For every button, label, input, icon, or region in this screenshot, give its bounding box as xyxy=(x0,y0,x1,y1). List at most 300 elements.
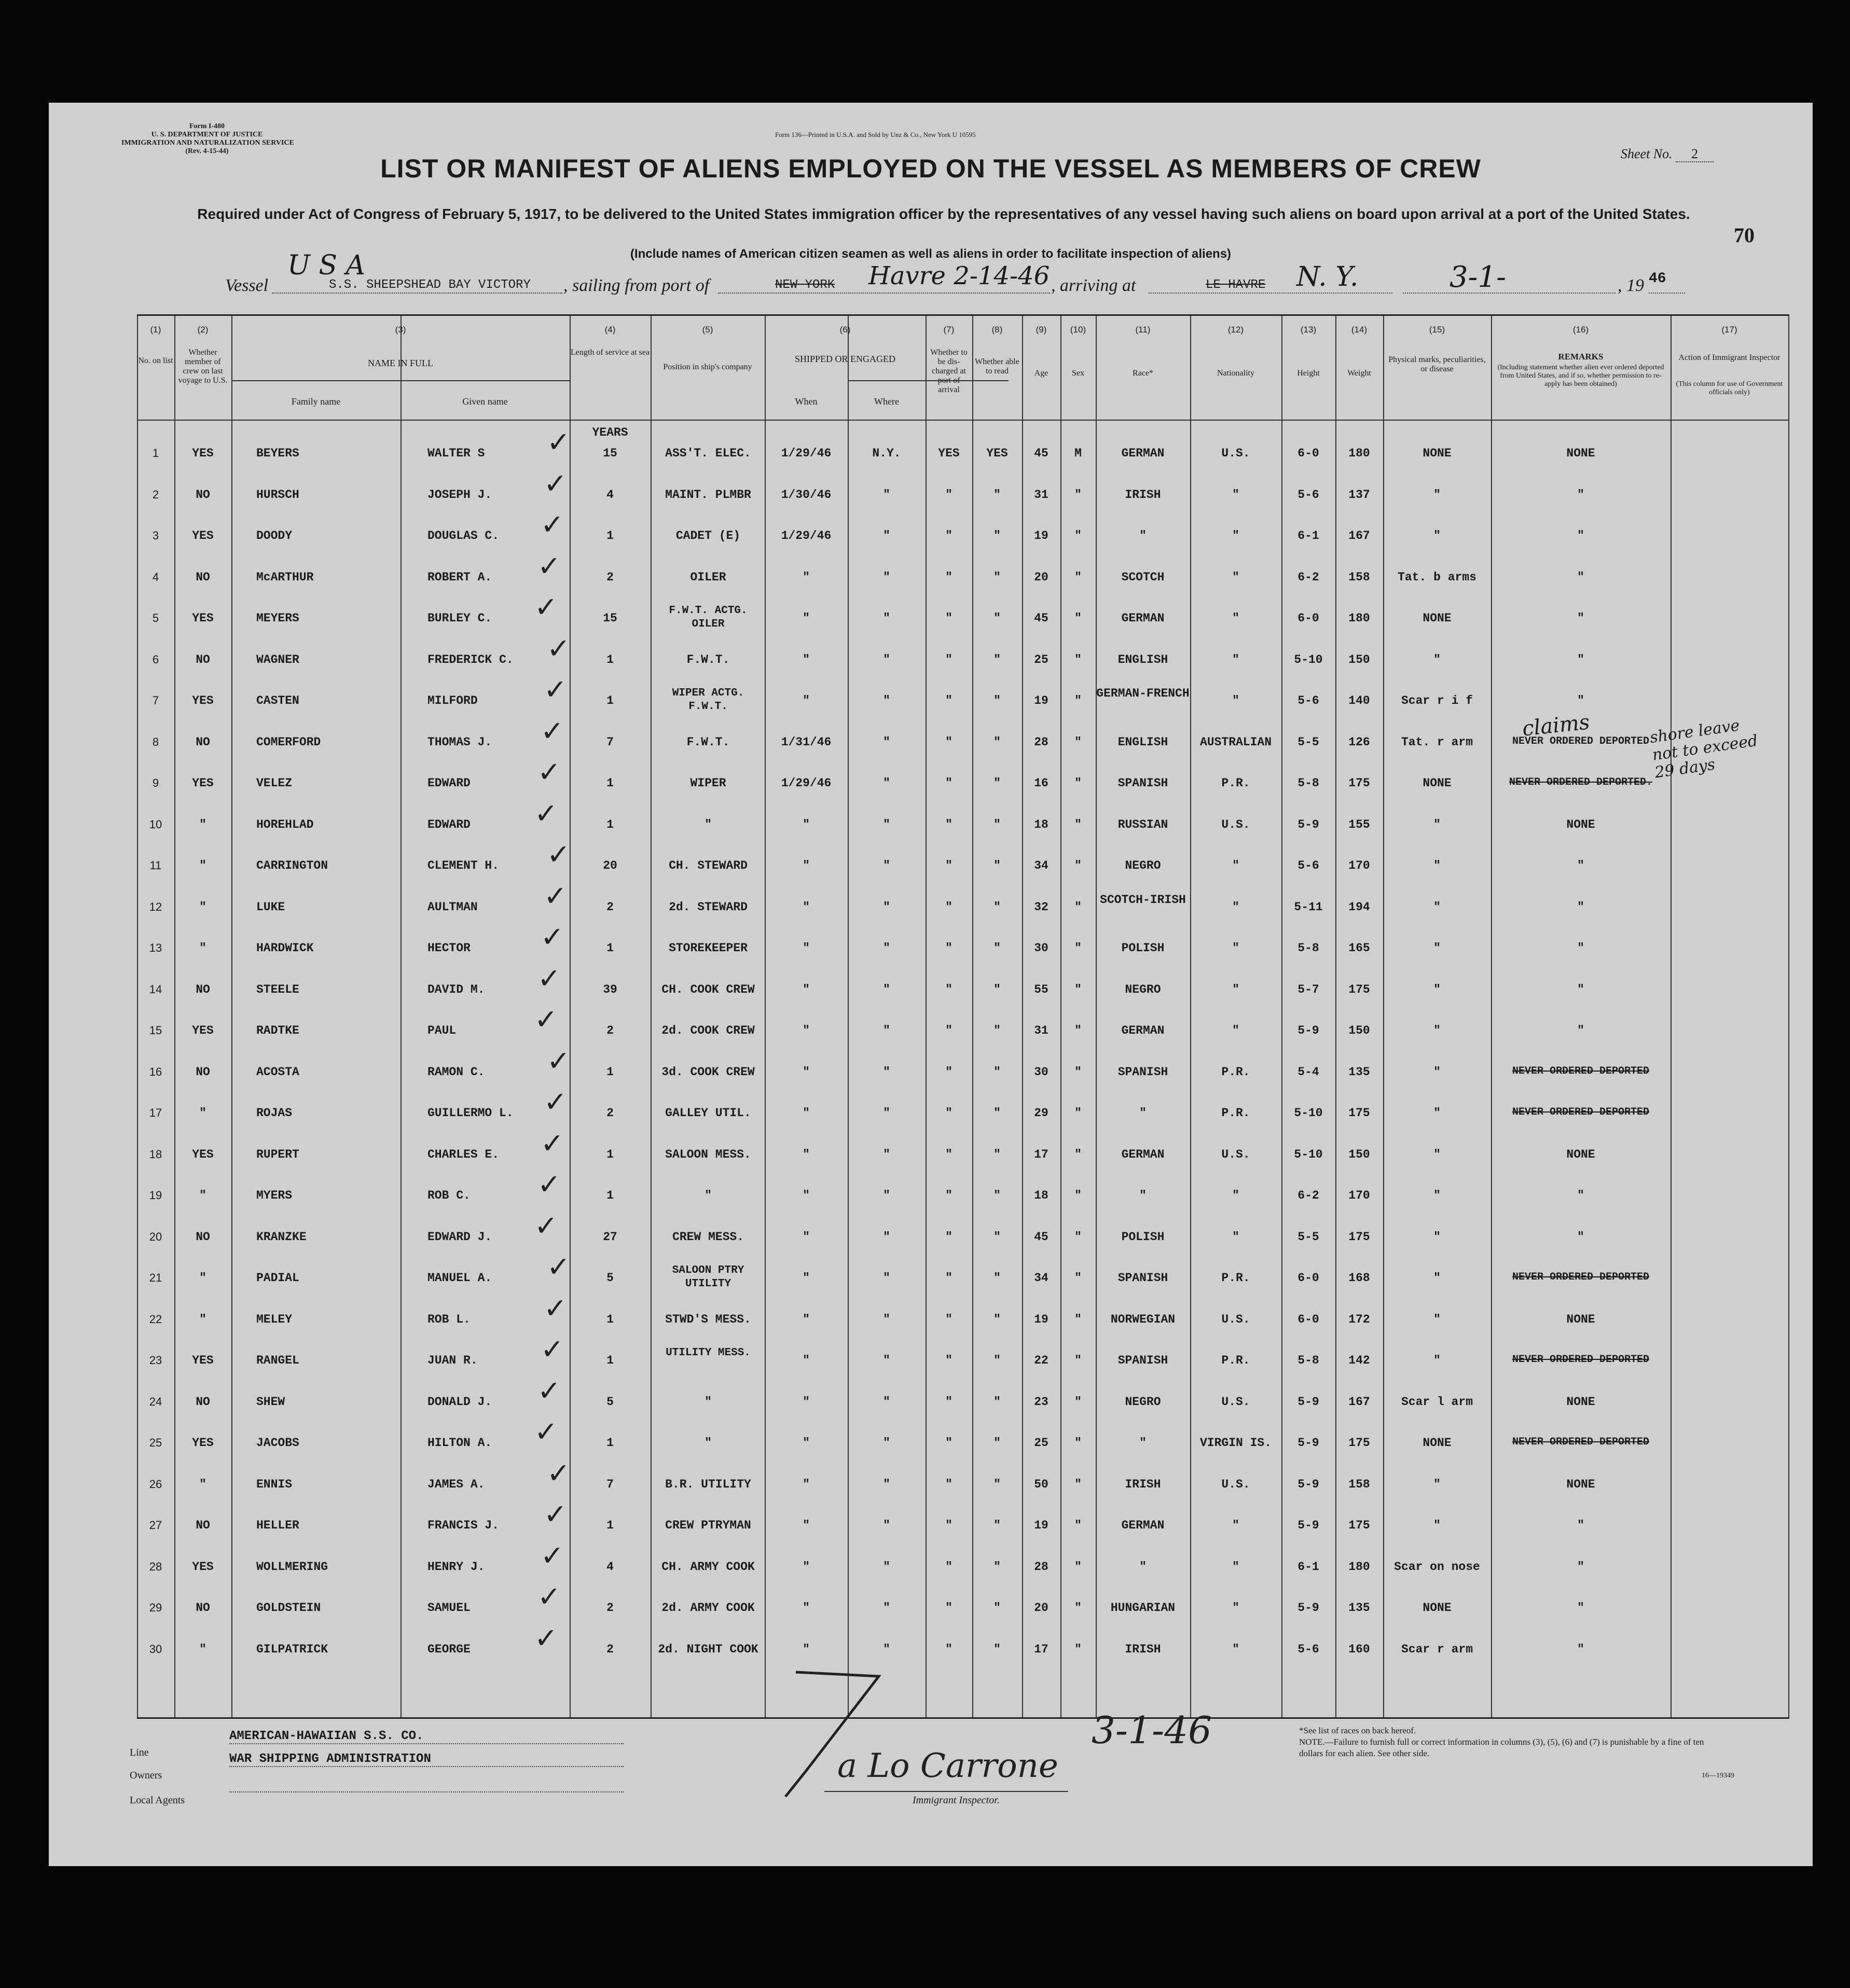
cell-where: " xyxy=(883,1230,890,1244)
cell-family-name: HOREHLAD xyxy=(256,817,314,831)
check-mark-icon: ✓ xyxy=(537,1168,561,1201)
cell-given-name: CLEMENT H. xyxy=(427,859,500,872)
vessel-handwritten: U S A xyxy=(287,250,366,281)
row-number: 21 xyxy=(149,1271,162,1284)
cell-nationality: P.R. xyxy=(1221,1106,1250,1120)
cell-where: " xyxy=(883,1601,890,1615)
cell-remarks: NEVER ORDERED DEPORTED xyxy=(1512,1065,1650,1077)
cell-height: 5-10 xyxy=(1294,1106,1323,1120)
cell-physical-marks: NONE xyxy=(1423,447,1452,460)
cell-nationality: U.S. xyxy=(1221,1147,1250,1161)
cell-position: 2d. COOK CREW xyxy=(661,1024,755,1037)
cell-height: 6-0 xyxy=(1297,1312,1319,1326)
cell-nationality: " xyxy=(1232,1642,1239,1656)
cell-able-to-read: " xyxy=(993,941,1001,955)
cell-weight: 175 xyxy=(1348,1106,1370,1120)
cell-sex: " xyxy=(1074,1271,1082,1285)
cell-position: " xyxy=(705,1436,712,1450)
cell-last-voyage: YES xyxy=(192,1560,214,1574)
races-note: *See list of races on back hereof. xyxy=(1299,1726,1416,1735)
cell-given-name: HENRY J. xyxy=(427,1560,485,1574)
cell-position: CH. STEWARD xyxy=(669,859,748,872)
header-race: Race* xyxy=(1133,369,1153,378)
cell-position: UTILITY MESS. xyxy=(666,1347,751,1359)
cell-able-to-read: " xyxy=(993,1065,1001,1079)
cell-able-to-read: YES xyxy=(986,447,1008,460)
cell-height: 5-9 xyxy=(1297,1601,1319,1615)
cell-given-name: JAMES A. xyxy=(427,1477,485,1491)
cell-given-name: MANUEL A. xyxy=(427,1271,492,1285)
header-given-name: Given name xyxy=(462,396,508,407)
cell-last-voyage: NO xyxy=(196,570,210,584)
page-title: LIST OR MANIFEST OF ALIENS EMPLOYED ON THE VESSEL AS MEMBERS OF CREW xyxy=(380,154,1481,183)
cell-nationality: " xyxy=(1232,652,1239,666)
cell-remarks: " xyxy=(1577,941,1584,955)
cell-height: 6-2 xyxy=(1297,1189,1319,1202)
row-number: 24 xyxy=(149,1395,162,1408)
cell-race: " xyxy=(1139,1189,1147,1202)
cell-family-name: CARRINGTON xyxy=(256,859,328,872)
cell-where: " xyxy=(883,1147,890,1161)
check-mark-icon: ✓ xyxy=(541,508,564,541)
cell-when: " xyxy=(803,1395,810,1409)
cell-position: GALLEY UTIL. xyxy=(665,1106,751,1120)
handwritten-note-claims: claims xyxy=(1521,710,1591,741)
cell-nationality: P.R. xyxy=(1221,1271,1250,1285)
cell-physical-marks: " xyxy=(1433,1147,1441,1161)
cell-age: 28 xyxy=(1034,735,1048,749)
cell-sex: " xyxy=(1074,900,1082,914)
cell-when: " xyxy=(803,570,810,584)
header-when: When xyxy=(795,396,818,407)
agents-value xyxy=(229,1777,624,1792)
cell-when: " xyxy=(803,859,810,872)
cell-sex: " xyxy=(1074,1395,1082,1409)
cell-last-voyage: NO xyxy=(196,1395,210,1409)
header-shipped-engaged: SHIPPED OR ENGAGED xyxy=(794,354,895,364)
cell-years: 1 xyxy=(606,529,614,543)
cell-years: 1 xyxy=(606,1312,614,1326)
cell-race: GERMAN xyxy=(1121,1519,1165,1532)
row-number: 1 xyxy=(152,447,159,460)
cell-when: " xyxy=(803,1024,810,1037)
cell-given-name: MILFORD xyxy=(427,694,478,707)
cell-height: 5-6 xyxy=(1297,488,1319,502)
cell-where: " xyxy=(883,1189,890,1202)
cell-race: IRISH xyxy=(1125,488,1161,502)
cell-family-name: ENNIS xyxy=(256,1477,293,1491)
check-mark-icon: ✓ xyxy=(534,591,558,623)
cell-age: 45 xyxy=(1034,447,1048,460)
check-mark-icon: ✓ xyxy=(537,1374,561,1407)
header-able-to-read: Whether able to read xyxy=(975,357,1019,376)
cell-given-name: GEORGE xyxy=(427,1642,471,1656)
cell-weight: 170 xyxy=(1348,859,1370,872)
cell-where: " xyxy=(883,859,890,872)
cell-where: " xyxy=(883,694,890,707)
cell-physical-marks: " xyxy=(1433,1271,1441,1285)
cell-height: 5-9 xyxy=(1297,1519,1319,1532)
sailing-port-handwritten: Havre 2-14-46 xyxy=(868,261,1050,290)
cell-able-to-read: " xyxy=(993,488,1001,502)
cell-when: 1/31/46 xyxy=(781,735,832,749)
inspector-signature: a Lo Carrone xyxy=(837,1747,1058,1785)
cell-weight: 137 xyxy=(1348,488,1370,502)
cell-able-to-read: " xyxy=(993,611,1001,625)
cell-remarks: " xyxy=(1577,570,1584,584)
cell-physical-marks: " xyxy=(1433,488,1441,502)
cell-given-name: ROBERT A. xyxy=(427,570,492,584)
cell-where: " xyxy=(883,1271,890,1285)
cell-where: " xyxy=(883,529,890,543)
cell-race: SCOTCH-IRISH xyxy=(1100,893,1186,907)
cell-able-to-read: " xyxy=(993,1395,1001,1409)
cell-where: " xyxy=(883,1354,890,1367)
cell-sex: " xyxy=(1074,982,1082,996)
cell-remarks: " xyxy=(1577,1519,1584,1532)
cell-race: GERMAN xyxy=(1121,1024,1165,1037)
cell-family-name: McARTHUR xyxy=(256,570,314,584)
cell-where: " xyxy=(883,900,890,914)
cell-when: 1/29/46 xyxy=(781,529,832,543)
cell-when: " xyxy=(803,1312,810,1326)
cell-years: 7 xyxy=(606,1477,614,1491)
cell-last-voyage: YES xyxy=(192,611,214,625)
cell-physical-marks: " xyxy=(1433,1024,1441,1037)
cell-family-name: ROJAS xyxy=(256,1106,293,1120)
cell-given-name: ROB C. xyxy=(427,1189,471,1202)
stamp-number: 70 xyxy=(1734,224,1755,247)
cell-when: " xyxy=(803,941,810,955)
handwritten-note-shore-leave: shore leave not to exceed 29 days xyxy=(1648,716,1759,782)
cell-when: " xyxy=(803,1271,810,1285)
cell-position: 3d. COOK CREW xyxy=(661,1065,755,1079)
cell-years: 27 xyxy=(603,1230,617,1244)
cell-remarks: " xyxy=(1577,611,1584,625)
owners-label: Owners xyxy=(130,1770,162,1781)
cell-last-voyage: " xyxy=(199,1477,206,1491)
cell-height: 5-10 xyxy=(1294,652,1323,666)
cell-last-voyage: NO xyxy=(196,1230,210,1244)
col-number: (13) xyxy=(1300,325,1317,335)
cell-age: 18 xyxy=(1034,1189,1048,1202)
row-number: 30 xyxy=(149,1642,162,1656)
check-mark-icon: ✓ xyxy=(544,1086,568,1118)
cell-last-voyage: YES xyxy=(192,694,214,707)
cell-race: SPANISH xyxy=(1117,1271,1168,1285)
cell-age: 19 xyxy=(1034,1519,1048,1532)
cell-where: " xyxy=(883,1024,890,1037)
cell-discharged: " xyxy=(945,488,952,502)
inspector-date: 3-1-46 xyxy=(1092,1708,1212,1752)
cell-position: SALOON MESS. xyxy=(665,1147,751,1161)
cell-able-to-read: " xyxy=(993,900,1001,914)
cell-weight: 155 xyxy=(1348,817,1370,831)
sheet-number-value: 2 xyxy=(1676,146,1714,162)
col-number: (4) xyxy=(604,325,616,335)
cell-height: 5-9 xyxy=(1297,1477,1319,1491)
check-mark-icon: ✓ xyxy=(544,879,568,912)
cell-discharged: " xyxy=(945,1477,952,1491)
cell-position: 2d. ARMY COOK xyxy=(661,1601,755,1615)
cell-given-name: FREDERICK C. xyxy=(427,652,514,666)
cell-family-name: RUPERT xyxy=(256,1147,299,1161)
cell-physical-marks: Scar r i f xyxy=(1401,694,1473,707)
cell-where: " xyxy=(883,652,890,666)
cell-race: POLISH xyxy=(1121,941,1165,955)
cell-race: NEGRO xyxy=(1125,859,1161,872)
cell-given-name: HILTON A. xyxy=(427,1436,492,1450)
cell-remarks: NEVER ORDERED DEPORTED xyxy=(1512,735,1650,747)
cell-where: " xyxy=(883,941,890,955)
cell-position: F.W.T. ACTG. OILER xyxy=(669,605,748,630)
cell-given-name: GUILLERMO L. xyxy=(427,1106,514,1120)
cell-remarks: " xyxy=(1577,694,1584,707)
cell-age: 34 xyxy=(1034,1271,1048,1285)
cell-family-name: GILPATRICK xyxy=(256,1642,328,1656)
cell-when: " xyxy=(803,1436,810,1450)
cell-race: GERMAN xyxy=(1121,447,1165,460)
cell-where: " xyxy=(883,1642,890,1656)
cell-race: RUSSIAN xyxy=(1117,817,1168,831)
col-number: (3) xyxy=(395,325,406,335)
cell-physical-marks: " xyxy=(1433,900,1441,914)
cell-last-voyage: YES xyxy=(192,776,214,790)
cell-given-name: CHARLES E. xyxy=(427,1147,500,1161)
include-note: (Include names of American citizen seamen as well as aliens in order to facilitate inspection of aliens) xyxy=(630,247,1232,261)
cell-age: 25 xyxy=(1034,1436,1048,1450)
cell-where: " xyxy=(883,611,890,625)
cell-physical-marks: " xyxy=(1433,1477,1441,1491)
cell-nationality: " xyxy=(1232,1519,1239,1532)
cell-height: 6-1 xyxy=(1297,529,1319,543)
col-number: (10) xyxy=(1070,325,1086,335)
inspector-label: Immigrant Inspector. xyxy=(913,1795,1000,1806)
cell-weight: 175 xyxy=(1348,1519,1370,1532)
check-mark-icon: ✓ xyxy=(541,1333,564,1366)
check-mark-icon: ✓ xyxy=(534,1621,558,1655)
cell-position: 2d. NIGHT COOK xyxy=(658,1642,758,1656)
cell-discharged: " xyxy=(945,570,952,584)
sailing-label: , sailing from port of xyxy=(563,276,710,295)
col-number: (16) xyxy=(1572,325,1589,335)
cell-discharged: " xyxy=(945,611,952,625)
cell-years: 2 xyxy=(606,1601,614,1615)
col-number: (14) xyxy=(1351,325,1368,335)
cell-last-voyage: YES xyxy=(192,1436,214,1450)
check-mark-icon: ✓ xyxy=(537,1580,561,1613)
check-mark-icon: ✓ xyxy=(534,1415,558,1448)
cell-discharged: " xyxy=(945,1601,952,1615)
cell-remarks: " xyxy=(1577,982,1584,996)
row-number: 11 xyxy=(149,859,162,872)
cell-discharged: " xyxy=(945,529,952,543)
row-number: 5 xyxy=(152,611,159,624)
cell-last-voyage: " xyxy=(199,1312,206,1326)
cell-sex: " xyxy=(1074,1189,1082,1202)
crew-table xyxy=(137,314,1789,1719)
cell-height: 5-6 xyxy=(1297,1642,1319,1656)
cell-where: " xyxy=(883,488,890,502)
cell-given-name: HECTOR xyxy=(427,941,471,955)
cell-weight: 140 xyxy=(1348,694,1370,707)
cell-height: 5-9 xyxy=(1297,1395,1319,1409)
cell-race: NORWEGIAN xyxy=(1110,1312,1176,1326)
cell-discharged: " xyxy=(945,941,952,955)
cell-weight: 180 xyxy=(1348,447,1370,460)
cell-able-to-read: " xyxy=(993,859,1001,872)
cell-physical-marks: " xyxy=(1433,1312,1441,1326)
cell-sex: " xyxy=(1074,817,1082,831)
cell-sex: M xyxy=(1074,447,1082,460)
cell-when: " xyxy=(803,1642,810,1656)
cell-able-to-read: " xyxy=(993,1642,1001,1656)
cell-weight: 158 xyxy=(1348,1477,1370,1491)
col-number: (15) xyxy=(1429,325,1445,335)
cell-weight: 135 xyxy=(1348,1065,1370,1079)
cell-age: 20 xyxy=(1034,1601,1048,1615)
cell-position: SALOON PTRY UTILITY xyxy=(672,1264,744,1290)
col-number: (1) xyxy=(150,325,161,335)
cell-sex: " xyxy=(1074,570,1082,584)
cell-nationality: U.S. xyxy=(1221,447,1250,460)
cell-discharged: " xyxy=(945,1436,952,1450)
agents-label: Local Agents xyxy=(130,1795,185,1806)
cell-nationality: " xyxy=(1232,529,1239,543)
cell-physical-marks: Scar l arm xyxy=(1401,1395,1473,1409)
row-number: 10 xyxy=(149,817,162,831)
cell-position: " xyxy=(705,1189,712,1202)
cell-height: 5-5 xyxy=(1297,735,1319,749)
cell-position: " xyxy=(705,1395,712,1409)
cell-discharged: " xyxy=(945,1312,952,1326)
cell-race: HUNGARIAN xyxy=(1110,1601,1176,1615)
col-number: (12) xyxy=(1227,325,1244,335)
cell-remarks: " xyxy=(1577,1601,1584,1615)
cell-nationality: " xyxy=(1232,488,1239,502)
cell-position: CADET (E) xyxy=(675,529,741,543)
col-number: (6) xyxy=(839,325,851,335)
header-family-name: Family name xyxy=(291,396,341,407)
cell-physical-marks: NONE xyxy=(1423,611,1452,625)
cell-position: WIPER xyxy=(690,776,726,790)
manifest-sheet xyxy=(49,103,1813,1866)
cell-sex: " xyxy=(1074,776,1082,790)
cell-age: 22 xyxy=(1034,1354,1048,1367)
cell-race: NEGRO xyxy=(1125,1395,1161,1409)
cell-last-voyage: " xyxy=(199,817,206,831)
row-number: 7 xyxy=(152,694,159,707)
check-mark-icon: ✓ xyxy=(541,921,564,953)
cell-age: 45 xyxy=(1034,611,1048,625)
cell-sex: " xyxy=(1074,1642,1082,1656)
check-mark-icon: ✓ xyxy=(544,1291,568,1325)
cell-race: " xyxy=(1139,1106,1147,1120)
check-mark-icon: ✓ xyxy=(544,1498,568,1531)
cell-last-voyage: " xyxy=(199,1642,206,1656)
cell-position: WIPER ACTG. F.W.T. xyxy=(672,687,744,713)
cell-weight: 175 xyxy=(1348,1230,1370,1244)
cell-position: MAINT. PLMBR xyxy=(665,488,751,502)
arriving-label: , arriving at xyxy=(1051,276,1136,295)
cell-family-name: VELEZ xyxy=(256,776,293,790)
row-number: 2 xyxy=(152,488,159,501)
cell-family-name: GOLDSTEIN xyxy=(256,1601,321,1615)
cell-given-name: WALTER S xyxy=(427,447,485,460)
cell-family-name: WOLLMERING xyxy=(256,1560,328,1574)
arrival-date-field xyxy=(1403,260,1616,294)
cell-race: SPANISH xyxy=(1117,776,1168,790)
cell-age: 20 xyxy=(1034,570,1048,584)
revision: (Rev. 4-15-44) xyxy=(185,147,229,155)
cell-race: " xyxy=(1139,1436,1147,1450)
cell-family-name: COMERFORD xyxy=(256,735,321,749)
form-identifier xyxy=(121,122,293,156)
footer-notes xyxy=(1299,1725,1714,1759)
cell-last-voyage: YES xyxy=(192,1147,214,1161)
header-remarks-sub: (Including statement whether alien ever ordered deported from United States, and if so, whether permission to re-apply has been obtained) xyxy=(1497,364,1664,388)
cell-able-to-read: " xyxy=(993,1230,1001,1244)
cell-able-to-read: " xyxy=(993,1024,1001,1037)
cell-last-voyage: NO xyxy=(196,735,210,749)
col-number: (8) xyxy=(991,325,1003,335)
fine-note: NOTE.—Failure to furnish full or correct information in columns (3), (5), (6) and (7) is punishable by a fine of ten dollars for each alien. See other side. xyxy=(1299,1737,1704,1758)
check-mark-icon: ✓ xyxy=(534,1209,558,1242)
year-prefix: , 19 xyxy=(1618,276,1644,295)
cell-able-to-read: " xyxy=(993,1519,1001,1532)
cell-when: " xyxy=(803,652,810,666)
cell-sex: " xyxy=(1074,1312,1082,1326)
cell-when: " xyxy=(803,611,810,625)
cell-weight: 126 xyxy=(1348,735,1370,749)
cell-physical-marks: " xyxy=(1433,1106,1441,1120)
cell-nationality: " xyxy=(1232,859,1239,872)
cell-last-voyage: " xyxy=(199,1271,206,1285)
cell-able-to-read: " xyxy=(993,694,1001,707)
cell-discharged: " xyxy=(945,1106,952,1120)
cell-last-voyage: " xyxy=(199,859,206,872)
cell-race: IRISH xyxy=(1125,1642,1161,1656)
cell-height: 6-2 xyxy=(1297,570,1319,584)
cell-nationality: P.R. xyxy=(1221,776,1250,790)
cell-able-to-read: " xyxy=(993,1189,1001,1202)
cell-physical-marks: " xyxy=(1433,1519,1441,1532)
cell-remarks: NONE xyxy=(1566,1312,1595,1326)
col-number: (2) xyxy=(197,325,209,335)
cell-race: ENGLISH xyxy=(1117,652,1168,666)
cell-height: 5-6 xyxy=(1297,859,1319,872)
cell-race: GERMAN xyxy=(1121,611,1165,625)
col-number: (7) xyxy=(943,325,955,335)
cell-race: GERMAN-FRENCH xyxy=(1096,687,1190,700)
cell-years: 2 xyxy=(606,570,614,584)
cell-able-to-read: " xyxy=(993,1354,1001,1367)
cell-years: 5 xyxy=(606,1395,614,1409)
col-number: (11) xyxy=(1135,325,1151,335)
cell-family-name: RADTKE xyxy=(256,1024,299,1037)
cell-sex: " xyxy=(1074,652,1082,666)
cell-where: " xyxy=(883,1477,890,1491)
cell-remarks: NONE xyxy=(1566,447,1595,460)
cell-height: 6-0 xyxy=(1297,1271,1319,1285)
cell-where: " xyxy=(883,1395,890,1409)
cell-remarks: NEVER ORDERED DEPORTED. xyxy=(1509,776,1653,788)
cell-able-to-read: " xyxy=(993,1477,1001,1491)
inspector-signature-line xyxy=(824,1791,1068,1792)
cell-position: CH. ARMY COOK xyxy=(661,1560,755,1574)
header-physical-marks: Physical marks, peculiarities, or disease xyxy=(1388,355,1486,373)
cell-physical-marks: " xyxy=(1433,1230,1441,1244)
